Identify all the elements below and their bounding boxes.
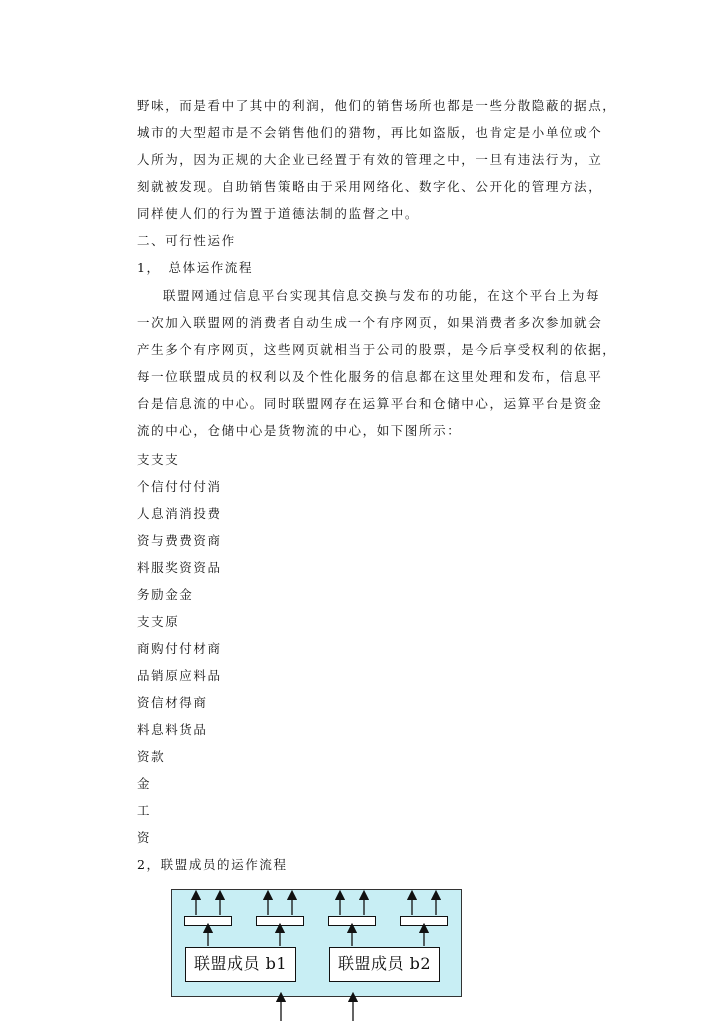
text-line: 野味，而是看中了其中的利润，他们的销售场所也都是一些分散隐蔽的据点， xyxy=(137,98,617,113)
diagram-label-line: 料息料货品 xyxy=(137,722,208,737)
text-line: 每一位联盟成员的权利以及个性化服务的信息都在这里处理和发布，信息平 xyxy=(137,369,603,384)
diagram-label-line: 人息消消投费 xyxy=(137,506,222,521)
text-line: 刻就被发现。自助销售策略由于采用网络化、数字化、公开化的管理方法， xyxy=(137,179,603,194)
diagram-label-line: 资 xyxy=(137,830,152,845)
diagram-label-line: 支支原 xyxy=(137,614,180,629)
diagram-label-line: 务励金金 xyxy=(137,587,194,602)
diagram-label-line: 资与费费资商 xyxy=(137,533,222,548)
member-box-b2: 联盟成员 b2 xyxy=(329,947,440,982)
diagram-label-line: 金 xyxy=(137,776,152,791)
member-box-b1: 联盟成员 b1 xyxy=(185,947,296,982)
subsection-heading: 1， 总体运作流程 xyxy=(137,260,254,275)
diagram-label-line: 工 xyxy=(137,803,152,818)
text-line: 同样使人们的行为置于道德法制的监督之中。 xyxy=(137,206,420,221)
text-line: 流的中心，仓储中心是货物流的中心，如下图所示： xyxy=(137,423,462,438)
text-line: 台是信息流的中心。同时联盟网存在运算平台和仓储中心，运算平台是资金 xyxy=(137,396,603,411)
diagram-label-line: 个信付付付消 xyxy=(137,479,222,494)
section-heading: 二、可行性运作 xyxy=(137,233,236,248)
text-line: 联盟网通过信息平台实现其信息交换与发布的功能，在这个平台上为每 xyxy=(163,288,601,303)
subsection-heading: 2，联盟成员的运作流程 xyxy=(137,857,288,872)
diagram-label-line: 资款 xyxy=(137,749,166,764)
text-line: 一次加入联盟网的消费者自动生成一个有序网页，如果消费者多次参加就会 xyxy=(137,315,603,330)
diagram-label-line: 料服奖资资品 xyxy=(137,560,222,575)
diagram-label-line: 商购付付材商 xyxy=(137,641,222,656)
diagram-label-line: 资信材得商 xyxy=(137,695,208,710)
text-line: 城市的大型超市是不会销售他们的猎物，再比如盗版，也肯定是小单位或个 xyxy=(137,125,603,140)
text-line: 产生多个有序网页，这些网页就相当于公司的股票，是今后享受权利的依据， xyxy=(137,342,617,357)
diagram-label-line: 品销原应料品 xyxy=(137,668,222,683)
diagram-label-line: 支支支 xyxy=(137,452,180,467)
text-line: 人所为，因为正规的大企业已经置于有效的管理之中，一旦有违法行为，立 xyxy=(137,152,603,167)
